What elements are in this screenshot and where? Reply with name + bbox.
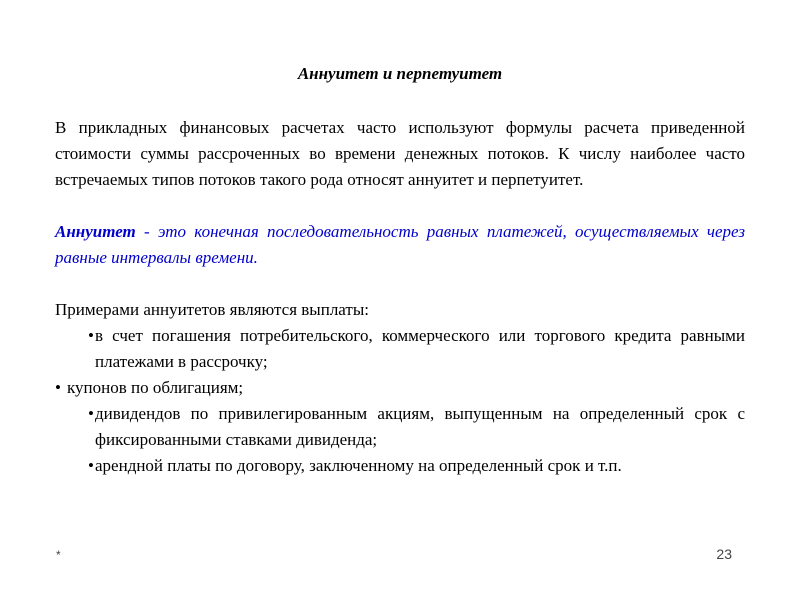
examples-intro: Примерами аннуитетов являются выплаты: <box>55 300 369 319</box>
intro-paragraph: В прикладных финансовых расчетах часто используют формулы расчета приведенной стоимости суммы рассроченных во времени денежных потоков. К числу наиболее часто встречаемых типов потоков такого рода относят аннуитет и перпетуитет. <box>55 118 745 189</box>
spacer <box>55 193 745 219</box>
annuity-definition <box>55 219 745 271</box>
bullet-icon: • <box>55 378 61 397</box>
list-item <box>55 453 745 479</box>
list-item <box>55 323 745 375</box>
slide-title: Аннуитет и перпетуитет <box>297 64 503 83</box>
list-item-text: арендной платы по договору, заключенному на определенный срок и т.п. <box>95 456 622 475</box>
definition-term: Аннуитет <box>55 222 136 241</box>
list-item <box>55 375 745 401</box>
spacer <box>55 271 745 297</box>
bullet-icon: • <box>88 456 94 475</box>
examples-list <box>55 323 745 479</box>
list-item-text: дивидендов по привилегированным акциям, выпущенным на определенный срок с фиксированными ставками дивиденда; <box>95 404 745 449</box>
list-item-text: купонов по облигациям; <box>67 378 244 397</box>
footer-mark: * <box>56 548 61 562</box>
list-item-text: в счет погашения потребительского, коммерческого или торгового кредита равными платежами в рассрочку; <box>95 326 745 371</box>
definition-dash: - <box>135 222 158 241</box>
bullet-icon: • <box>88 404 94 423</box>
definition-text: это конечная последовательность равных платежей, осуществляемых через равные интервалы времени. <box>55 222 745 267</box>
bullet-icon: • <box>88 326 94 345</box>
list-item <box>55 401 745 453</box>
page-number: 23 <box>716 546 732 562</box>
slide-body <box>55 115 745 479</box>
